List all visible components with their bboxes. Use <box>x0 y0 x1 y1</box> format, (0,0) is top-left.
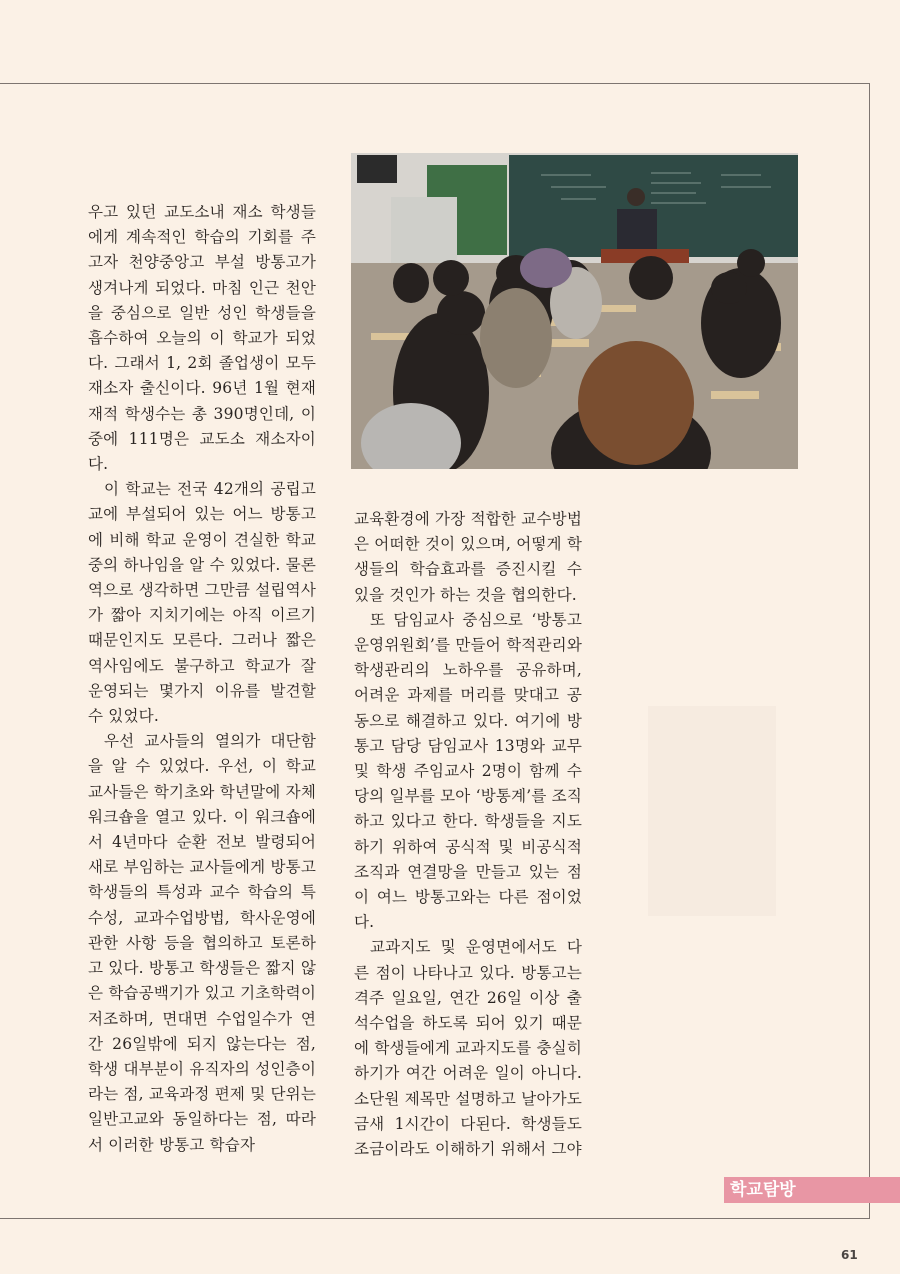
article-column-right <box>354 507 582 1162</box>
page-number: 61 <box>841 1248 858 1262</box>
paragraph: 교과지도 및 운영면에서도 다른 점이 나타나고 있다. 방통고는 격주 일요일, 연간 26일 이상 출석수업을 하도록 되어 있기 때문에 학생들에게 교과지도를 충실히 하기가 여간 어려운 일이 아니다. 소단원 제목만 설명하고 날아가도 금새 1시간이 다된다. 학생들도 조금이라도 이해하기 위해서 그야 <box>354 938 582 1159</box>
frame-right-rule <box>869 83 870 1219</box>
article-column-left <box>88 200 316 1158</box>
section-tab: 학교탐방 <box>724 1177 900 1203</box>
paragraph: 우선 교사들의 열의가 대단함을 알 수 있었다. 우선, 이 학교 교사들은 학기초와 학년말에 자체 워크숍을 열고 있다. 이 워크숍에서 4년마다 순환 전보 발령되어 새로 부임하는 교사들에게 방통고 학생들의 특성과 교수 학습의 특수성, 교과수업방법, 학사운영에 관한 사항 등을 협의하고 토론하고 있다. 방통고 학생들은 짧지 않은 학습공백기가 있고 기초학력이 저조하며, 면대면 수업일수가 연간 26일밖에 되지 않는다는 점, 학생 대부분이 유직자의 성인층이라는 점, 교육과정 편제 및 단위는 일반고교와 동일하다는 점, 따라서 이러한 방통고 학습자 <box>88 732 317 1154</box>
frame-bottom-rule <box>0 1218 870 1219</box>
faint-background-block <box>648 706 776 916</box>
paragraph: 교육환경에 가장 적합한 교수방법은 어떠한 것이 있으며, 어떻게 학생들의 학습효과를 증진시킬 수 있을 것인가 하는 것을 협의한다. <box>354 510 583 604</box>
paragraph: 우고 있던 교도소내 재소 학생들에게 계속적인 학습의 기회를 주고자 천양중앙고 부설 방통고가 생겨나게 되었다. 마침 인근 천안을 중심으로 일반 성인 학생들을 흡수하여 오늘의 이 학교가 되었다. 그래서 1, 2회 졸업생이 모두 재소자 출신이다. 96년 1월 현재 재적 학생수는 총 390명인데, 이 중에 111명은 교도소 재소자이다. <box>88 203 316 474</box>
classroom-photo <box>351 153 798 469</box>
frame-top-rule <box>0 83 870 84</box>
paragraph: 또 담임교사 중심으로 ‘방통고 운영위원회’를 만들어 학적관리와 학생관리의 노하우를 공유하며, 어려운 과제를 머리를 맞대고 공동으로 해결하고 있다. 여기에 방통고 담당 담임교사 13명와 교무 및 학생 주임교사 2명이 함께 수당의 일부를 모아 ‘방통계’를 조직하고 있다고 한다. 학생들을 지도하기 위하여 공식적 및 비공식적 조직과 연결망을 만들고 있는 점이 여느 방통고와는 다른 점이었다. <box>354 610 583 932</box>
paragraph: 이 학교는 전국 42개의 공립고교에 부설되어 있는 어느 방통고에 비해 학교 운영이 견실한 학교 중의 하나임을 알 수 있었다. 물론 역으로 생각하면 그만큼 설립역사가 짧아 지치기에는 아직 이르기 때문인지도 모른다. 그러나 짧은 역사임에도 불구하고 학교가 잘 운영되는 몇가지 이유를 발견할 수 있었다. <box>88 480 317 726</box>
